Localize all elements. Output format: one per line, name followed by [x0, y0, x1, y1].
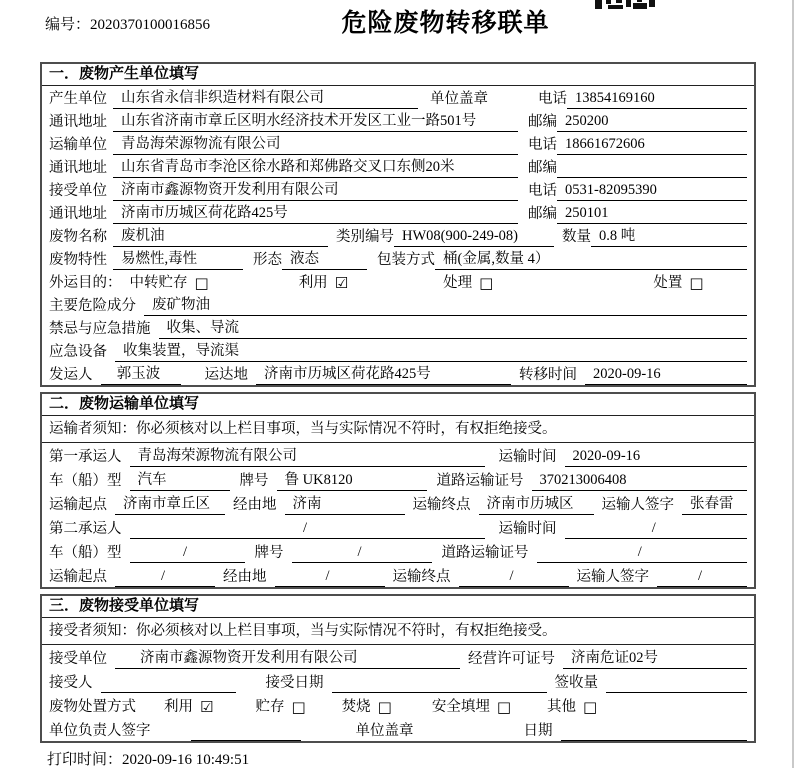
row-producer-unit — [42, 86, 754, 109]
transporter-phone-value: 18661672606 — [557, 134, 747, 155]
second-carrier-value: / — [130, 518, 485, 539]
producer-phone-value: 13854169160 — [567, 88, 747, 109]
checkbox-other-icon: □ — [583, 698, 598, 716]
checkbox-storage-icon: □ — [291, 698, 306, 716]
responsible-signature-value — [191, 740, 301, 741]
main-hazard-label: 主要危险成分 — [49, 298, 136, 314]
transport-date-value: 2020-09-16 — [565, 446, 748, 467]
row-transporter-unit — [42, 132, 754, 155]
receiver-unit-seal-label: 单位盖章 — [355, 723, 414, 739]
receiver-unit-value: 济南市鑫源物资开发利用有限公司 — [113, 180, 518, 201]
road-permit-label: 道路运输证号 — [436, 473, 524, 489]
checkbox-transit-storage — [130, 273, 209, 293]
receive-date-label: 接受日期 — [265, 675, 324, 691]
receive-date-value — [332, 692, 547, 693]
row-second-carrier — [42, 515, 754, 539]
via-place-2-value: / — [275, 566, 385, 587]
checkbox-incinerate-icon: □ — [377, 698, 392, 716]
via-place-2-label: 经由地 — [223, 569, 267, 585]
transport-end-2-label: 运输终点 — [392, 569, 451, 585]
carrier-signature-2-value: / — [657, 566, 747, 587]
via-place-value: 济南 — [285, 494, 405, 515]
plate-number-2-value: / — [292, 542, 432, 563]
checkbox-incinerate-label: 焚烧 — [341, 699, 371, 715]
second-carrier-label: 第二承运人 — [49, 521, 122, 537]
business-license-label: 经营许可证号 — [468, 651, 555, 667]
transport-end-2-value: / — [459, 566, 569, 587]
first-carrier-label: 第一承运人 — [49, 449, 122, 465]
transporter-address-label: 通讯地址 — [49, 160, 107, 176]
checkbox-landfill-icon: □ — [496, 698, 512, 716]
transporter-postcode-label: 邮编 — [528, 160, 557, 176]
transport-end-label: 运输终点 — [412, 497, 471, 513]
checkbox-other-label: 其他 — [547, 699, 577, 715]
row-producer-address — [42, 109, 754, 132]
checkbox-storage — [255, 697, 305, 717]
received-quantity-label: 签收量 — [554, 675, 598, 691]
transport-origin-2-value: / — [115, 566, 215, 587]
business-license-value: 济南危证02号 — [563, 648, 747, 669]
transporter-address-value: 山东省青岛市李沧区徐水路和郑佛路交叉口东侧20米 — [113, 157, 518, 178]
transporter-unit-label: 运输单位 — [49, 137, 107, 153]
row-main-hazard — [42, 293, 754, 316]
producer-address-label: 通讯地址 — [49, 114, 107, 130]
producer-phone-label: 电话 — [538, 91, 567, 107]
waste-name-value: 废机油 — [113, 226, 328, 247]
checkbox-treat — [443, 273, 493, 293]
transporter-phone-label: 电话 — [528, 137, 557, 153]
transport-origin-2-label: 运输起点 — [49, 569, 107, 585]
print-time: 打印时间：2020-09-16 10:49:51 — [47, 752, 250, 768]
section-transporter-title: 二．废物运输单位填写 — [42, 394, 754, 416]
row-receive-unit — [42, 645, 754, 669]
row-transporter-address — [42, 155, 754, 178]
vehicle-type-label: 车（船）型 — [49, 473, 122, 489]
page-title: 危险废物转移联单 — [341, 10, 550, 37]
carrier-signature-value: 张春雷 — [682, 494, 747, 515]
row-waste-characteristics — [42, 247, 754, 270]
transfer-purpose-label: 外运目的： — [49, 275, 122, 291]
row-transport-route-1 — [42, 491, 754, 515]
section-transporter — [40, 392, 756, 589]
checkbox-utilize — [299, 273, 348, 293]
qr-code-fragment — [595, 0, 655, 10]
road-permit-2-value: / — [537, 542, 748, 563]
checkbox-landfill-label: 安全填埋 — [431, 699, 490, 715]
checkbox-other — [547, 697, 597, 717]
emergency-equipment-label: 应急设备 — [49, 344, 107, 360]
row-vehicle-type-2 — [42, 539, 754, 563]
receive-stamp-date-value — [561, 740, 748, 741]
transfer-date-label: 转移时间 — [519, 367, 577, 383]
receive-stamp-date-label: 日期 — [523, 723, 553, 739]
waste-quantity-value: 0.8 吨 — [591, 226, 747, 247]
receiver-address-value: 济南市历城区荷花路425号 — [113, 203, 518, 224]
plate-number-label: 牌号 — [239, 473, 269, 489]
checkbox-disposal-utilize-label: 利用 — [164, 699, 193, 715]
checkbox-dispose-icon: □ — [689, 274, 704, 292]
plate-number-value: 鲁 UK8120 — [277, 470, 427, 491]
producer-address-value: 山东省济南市章丘区明水经济技术开发区工业一路501号 — [113, 111, 518, 132]
receiver-person-value — [101, 692, 236, 693]
checkbox-dispose — [653, 273, 703, 293]
consignor-value: 郭玉波 — [101, 364, 181, 385]
row-receiver-person — [42, 669, 754, 693]
row-vehicle-type-1 — [42, 467, 754, 491]
packing-method-value: 桶(金属,数量 4） — [435, 249, 747, 270]
transport-origin-value: 济南市章丘区 — [115, 494, 225, 515]
waste-characteristics-value: 易燃性,毒性 — [113, 249, 243, 270]
receive-unit-label: 接受单位 — [49, 651, 107, 667]
destination-label: 运达地 — [204, 367, 248, 383]
section-producer-title: 一．废物产生单位填写 — [42, 64, 754, 86]
producer-unit-label: 产生单位 — [49, 91, 107, 107]
checkbox-landfill — [432, 697, 511, 717]
receiver-phone-value: 0531-82095390 — [557, 180, 747, 201]
main-hazard-value: 废矿物油 — [144, 295, 747, 316]
vehicle-type-value: 汽车 — [130, 470, 230, 491]
receiver-postcode-label: 邮编 — [528, 206, 557, 222]
receiver-postcode-value: 250101 — [557, 203, 747, 224]
row-consignor — [42, 362, 754, 385]
row-receiver-unit — [42, 178, 754, 201]
vehicle-type-2-value: / — [130, 542, 245, 563]
transfer-date-value: 2020-09-16 — [585, 364, 747, 385]
checkbox-incinerate — [342, 697, 392, 717]
checkbox-dispose-label: 处置 — [653, 275, 683, 291]
row-transfer-purpose — [42, 270, 754, 293]
checkbox-storage-label: 贮存 — [255, 699, 285, 715]
transporter-unit-value: 青岛海荣源物流有限公司 — [113, 134, 518, 155]
transport-date-2-label: 运输时间 — [498, 521, 557, 537]
row-emergency-measures — [42, 316, 754, 339]
row-receiver-address — [42, 201, 754, 224]
checkbox-disposal-utilize-icon: ☑ — [200, 698, 214, 716]
receiver-person-label: 接受人 — [49, 675, 93, 691]
section-receiver — [40, 594, 756, 743]
transporter-notice: 运输者须知：你必须核对以上栏目事项，当与实际情况不符时，有权拒绝接受。 — [42, 416, 754, 443]
packing-method-label: 包装方式 — [377, 252, 435, 268]
checkbox-treat-icon: □ — [479, 274, 494, 292]
section-receiver-title: 三．废物接受单位填写 — [42, 596, 754, 618]
transport-date-label: 运输时间 — [498, 449, 557, 465]
receiver-phone-label: 电话 — [528, 183, 557, 199]
row-disposal-method — [42, 693, 754, 717]
waste-name-label: 废物名称 — [49, 229, 107, 245]
first-carrier-value: 青岛海荣源物流有限公司 — [130, 446, 485, 467]
vehicle-type-2-label: 车（船）型 — [49, 545, 122, 561]
checkbox-utilize-icon: ☑ — [334, 274, 349, 292]
transport-date-2-value: / — [565, 518, 748, 539]
doc-number-label: 编号： — [45, 17, 91, 33]
receive-unit-value: 济南市鑫源物资开发利用有限公司 — [115, 648, 460, 669]
consignor-label: 发运人 — [49, 367, 93, 383]
row-waste-name — [42, 224, 754, 247]
row-responsible-signature — [42, 717, 754, 741]
transporter-postcode-value — [557, 177, 747, 178]
unit-seal-label: 单位盖章 — [430, 91, 488, 107]
via-place-label: 经由地 — [233, 497, 277, 513]
producer-unit-value: 山东省永信非织造材料有限公司 — [113, 88, 418, 109]
row-emergency-equipment — [42, 339, 754, 362]
waste-form-value: 液态 — [282, 249, 367, 270]
scan-edge-line — [792, 0, 794, 768]
emergency-equipment-value: 收集装置，导流渠 — [115, 341, 747, 362]
transport-end-value: 济南市历城区 — [479, 494, 594, 515]
transport-origin-label: 运输起点 — [49, 497, 107, 513]
waste-category-value: HW08(900-249-08) — [394, 226, 554, 247]
receiver-notice: 接受者须知：你必须核对以上栏目事项，当与实际情况不符时，有权拒绝接受。 — [42, 618, 754, 645]
received-quantity-value — [606, 692, 747, 693]
checkbox-disposal-utilize — [164, 697, 213, 717]
checkbox-transit-storage-icon: □ — [194, 274, 209, 292]
responsible-signature-label: 单位负责人签字 — [49, 723, 151, 739]
checkbox-utilize-label: 利用 — [298, 275, 328, 291]
form-body — [40, 62, 756, 748]
waste-category-label: 类别编号 — [336, 229, 394, 245]
doc-number-value: 2020370100016856 — [90, 17, 211, 33]
emergency-measures-label: 禁忌与应急措施 — [49, 321, 151, 337]
carrier-signature-label: 运输人签字 — [601, 497, 674, 513]
checkbox-transit-storage-label: 中转贮存 — [129, 275, 188, 291]
road-permit-value: 370213006408 — [532, 470, 748, 491]
checkbox-treat-label: 处理 — [443, 275, 473, 291]
producer-postcode-label: 邮编 — [528, 114, 557, 130]
destination-value: 济南市历城区荷花路425号 — [256, 364, 511, 385]
row-transport-route-2 — [42, 563, 754, 587]
carrier-signature-2-label: 运输人签字 — [576, 569, 649, 585]
receiver-address-label: 通讯地址 — [49, 206, 107, 222]
waste-quantity-label: 数量 — [562, 229, 591, 245]
waste-form-label: 形态 — [253, 252, 282, 268]
road-permit-2-label: 道路运输证号 — [441, 545, 529, 561]
row-first-carrier — [42, 443, 754, 467]
receiver-unit-label: 接受单位 — [49, 183, 107, 199]
producer-postcode-value: 250200 — [557, 111, 747, 132]
plate-number-2-label: 牌号 — [254, 545, 284, 561]
emergency-measures-value: 收集、导流 — [159, 318, 748, 339]
waste-characteristics-label: 废物特性 — [49, 252, 107, 268]
disposal-method-label: 废物处置方式 — [49, 699, 136, 715]
section-producer — [40, 62, 756, 387]
